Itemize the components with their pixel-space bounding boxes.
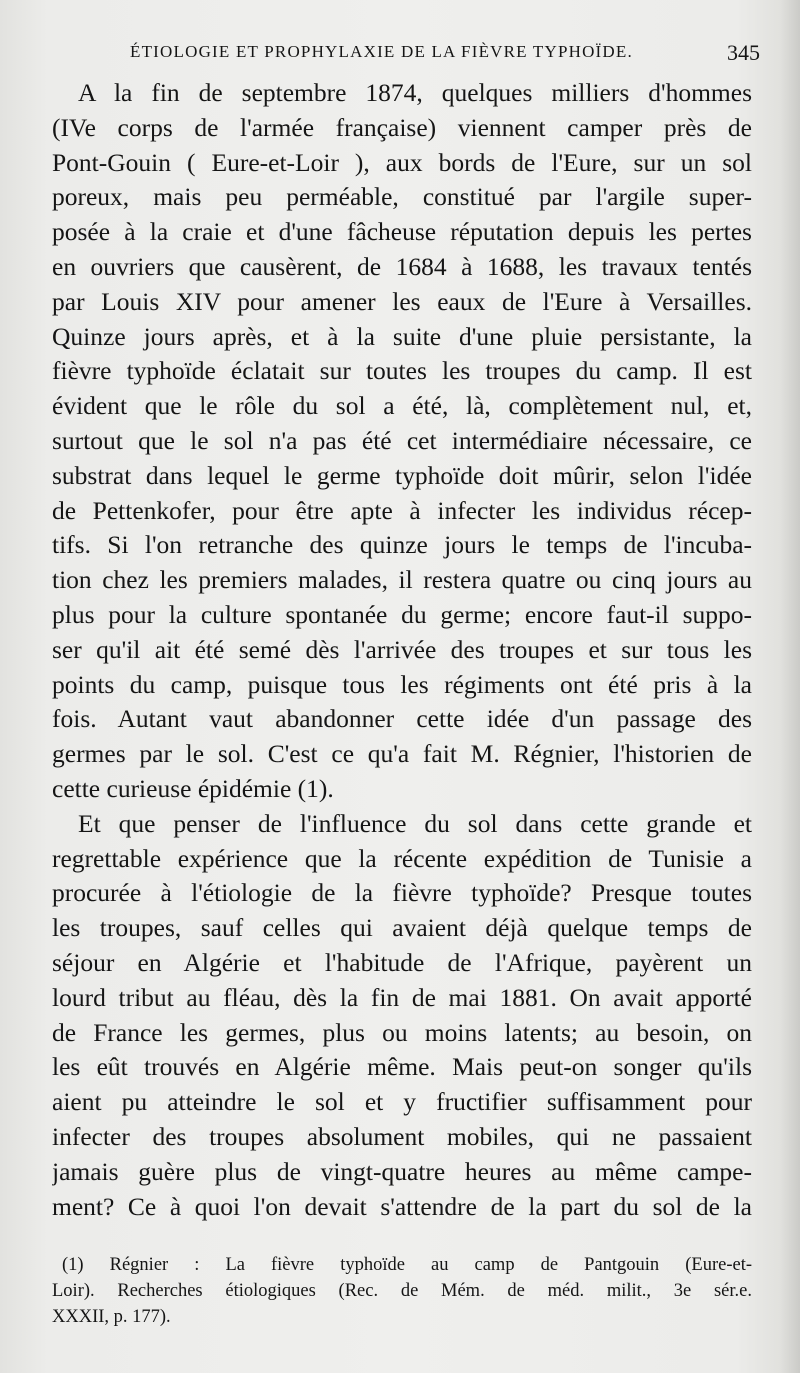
text-line: cette curieuse épidémie (1). xyxy=(52,773,334,803)
text-line: en ouvriers que causèrent, de 1684 à 1688, les travaux tentés xyxy=(52,251,752,281)
text-line: tion chez les premiers malades, il restera quatre ou cinq jours au xyxy=(52,565,752,595)
text-line: germes par le sol. C'est ce qu'a fait M. Régnier, l'historien de xyxy=(52,739,752,769)
text-line: lourd tribut au fléau, dès la fin de mai 1881. On avait apporté xyxy=(52,982,752,1012)
text-line: ment? Ce à quoi l'on devait s'attendre de la part du sol de la xyxy=(52,1191,752,1221)
text-line: surtout que le sol n'a pas été cet intermédiaire nécessaire, ce xyxy=(52,425,752,455)
text-line: A la fin de septembre 1874, quelques milliers d'hommes xyxy=(78,78,752,107)
text-line: de France les germes, plus ou moins latents; au besoin, on xyxy=(52,1017,752,1047)
page-number: 345 xyxy=(727,40,760,65)
text-line: posée à la craie et d'une fâcheuse réputation depuis les pertes xyxy=(52,217,752,247)
text-line: par Louis XIV pour amener les eaux de l'Eure à Versailles. xyxy=(52,286,752,316)
text-line: Quinze jours après, et à la suite d'une pluie persistante, la xyxy=(52,321,752,351)
page-header xyxy=(130,40,770,70)
body-text xyxy=(52,76,752,1224)
text-line: points du camp, puisque tous les régiments ont été pris à la xyxy=(52,669,752,699)
text-line: fièvre typhoïde éclatait sur toutes les troupes du camp. Il est xyxy=(52,356,752,386)
text-line: les eût trouvés en Algérie même. Mais peut-on songer qu'ils xyxy=(52,1052,752,1082)
text-line: aient pu atteindre le sol et y fructifier suffisamment pour xyxy=(52,1087,752,1117)
text-line: Pont-Gouin ( Eure-et-Loir ), aux bords de l'Eure, sur un sol xyxy=(52,147,752,177)
text-line: fois. Autant vaut abandonner cette idée d'un passage des xyxy=(52,704,752,734)
text-line: Et que penser de l'influence du sol dans cette grande et xyxy=(78,808,752,838)
text-line: séjour en Algérie et l'habitude de l'Afrique, payèrent un xyxy=(52,947,752,977)
text-line: (IVe corps de l'armée française) viennent camper près de xyxy=(52,112,752,142)
page-edge-shadow xyxy=(780,0,800,1373)
text-line: jamais guère plus de vingt-quatre heures au même campe- xyxy=(52,1156,752,1186)
text-line: regrettable expérience que la récente expédition de Tunisie a xyxy=(52,843,752,873)
text-line: tifs. Si l'on retranche des quinze jours le temps de l'incuba- xyxy=(52,530,752,560)
text-line: ser qu'il ait été semé dès l'arrivée des troupes et sur tous les xyxy=(52,634,752,664)
text-line: plus pour la culture spontanée du germe; encore faut-il suppo- xyxy=(52,599,752,629)
text-line: de Pettenkofer, pour être apte à infecter les individus récep- xyxy=(52,495,752,525)
text-line: substrat dans lequel le germe typhoïde doit mûrir, selon l'idée xyxy=(52,460,752,490)
text-line: évident que le rôle du sol a été, là, complètement nul, et, xyxy=(52,391,752,421)
text-line: poreux, mais peu perméable, constitué par l'argile super- xyxy=(52,182,752,212)
footnote-line: Loir). Recherches étiologiques (Rec. de Mém. de méd. milit., 3e sér.e. xyxy=(52,1281,752,1301)
text-line: procurée à l'étiologie de la fièvre typhoïde? Presque toutes xyxy=(52,878,752,908)
footnote-line: (1) Régnier : La fièvre typhoïde au camp de Pantgouin (Eure-et- xyxy=(62,1255,752,1275)
footnote-line: XXXII, p. 177). xyxy=(52,1307,171,1327)
footnotes xyxy=(52,1252,752,1330)
running-title: ÉTIOLOGIE ET PROPHYLAXIE DE LA FIÈVRE TYPHOÏDE. xyxy=(130,42,633,61)
text-line: les troupes, sauf celles qui avaient déjà quelque temps de xyxy=(52,913,752,943)
text-line: infecter des troupes absolument mobiles, qui ne passaient xyxy=(52,1121,752,1151)
